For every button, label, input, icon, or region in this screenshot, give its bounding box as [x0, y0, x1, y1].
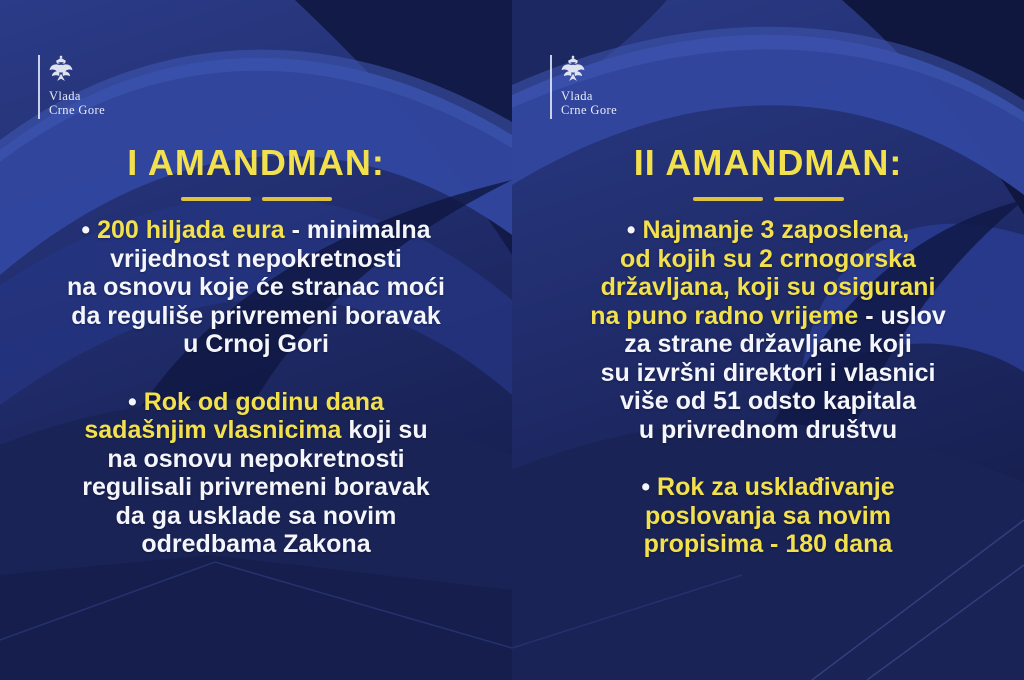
- text-line: [512, 330, 1024, 359]
- vlada-crne-gore-logo: [550, 55, 617, 119]
- text-line: [0, 473, 512, 502]
- text-line: [512, 473, 1024, 502]
- text-line: [512, 216, 1024, 245]
- amendment-2-title: II AMANDMAN:: [633, 142, 903, 183]
- text-segment: Rok od godinu dana: [143, 387, 384, 416]
- text-segment: da reguliše privremeni boravak: [71, 301, 441, 330]
- text-line: [0, 302, 512, 331]
- text-line: [0, 216, 512, 245]
- text-segment: koji su: [341, 416, 428, 444]
- bullet-paragraph: [512, 216, 1024, 444]
- bullet-paragraph: [0, 388, 512, 559]
- amendment-1-body: [0, 216, 512, 559]
- montenegro-coat-of-arms-icon: [49, 55, 73, 84]
- text-segment: - minimalna: [284, 216, 431, 244]
- text-segment: za strane državljane koji: [624, 330, 912, 358]
- text-line: [0, 273, 512, 302]
- text-segment: regulisali privremeni boravak: [82, 473, 430, 501]
- text-segment: od kojih su 2 crnogorska: [620, 244, 916, 273]
- title-underline-dashes: [0, 197, 512, 201]
- logo-divider-line: [38, 55, 40, 119]
- text-segment: da ga usklade sa novim: [115, 501, 397, 530]
- text-line: [512, 502, 1024, 531]
- text-segment: •: [81, 216, 98, 244]
- text-segment: sadašnjim vlasnicima: [84, 416, 342, 444]
- text-line: [512, 302, 1024, 331]
- text-segment: odredbama Zakona: [141, 530, 371, 558]
- text-line: [512, 416, 1024, 445]
- logo-text-line2: Crne Gore: [561, 103, 618, 117]
- vlada-crne-gore-logo: [38, 55, 105, 119]
- text-line: [512, 273, 1024, 302]
- text-segment: na osnovu koje će stranac moći: [67, 273, 445, 301]
- logo-text-line1: Vlada: [49, 89, 81, 103]
- text-line: [0, 388, 512, 417]
- text-segment: vrijednost nepokretnosti: [110, 244, 402, 273]
- montenegro-coat-of-arms-icon: [561, 55, 585, 84]
- text-segment: propisima - 180 dana: [643, 530, 893, 558]
- text-segment: Rok za usklađivanje: [657, 473, 895, 501]
- text-segment: više od 51 odsto kapitala: [620, 387, 916, 415]
- text-segment: u Crnoj Gori: [183, 330, 329, 358]
- text-line: [0, 502, 512, 531]
- logo-divider-line: [550, 55, 552, 119]
- text-line: [512, 530, 1024, 559]
- text-line: [512, 359, 1024, 388]
- text-segment: su izvršni direktori i vlasnici: [600, 358, 936, 387]
- text-line: [0, 330, 512, 359]
- text-segment: •: [641, 473, 658, 501]
- text-segment: državljana, koji su osigurani: [600, 273, 936, 301]
- text-segment: na puno radno vrijeme: [590, 301, 859, 330]
- text-segment: Najmanje 3 zaposlena,: [642, 216, 910, 244]
- text-line: [512, 245, 1024, 274]
- text-line: [512, 387, 1024, 416]
- bullet-paragraph: [0, 216, 512, 359]
- amendment-1-title: I AMANDMAN:: [127, 142, 385, 183]
- logo-text-line1: Vlada: [561, 89, 593, 103]
- text-line: [0, 530, 512, 559]
- text-line: [0, 416, 512, 445]
- panel-amendment-2: [512, 0, 1024, 680]
- text-segment: na osnovu nepokretnosti: [107, 444, 405, 473]
- text-segment: - uslov: [858, 301, 946, 330]
- bullet-paragraph: [512, 473, 1024, 559]
- title-underline-dashes: [512, 197, 1024, 201]
- text-segment: •: [128, 387, 144, 416]
- text-segment: u privrednom društvu: [638, 415, 898, 444]
- text-segment: poslovanja sa novim: [645, 501, 891, 530]
- amendment-2-body: [512, 216, 1024, 559]
- text-line: [0, 245, 512, 274]
- text-segment: 200 hiljada eura: [97, 216, 285, 244]
- text-segment: •: [626, 216, 643, 244]
- text-line: [0, 445, 512, 474]
- logo-text-line2: Crne Gore: [49, 103, 106, 117]
